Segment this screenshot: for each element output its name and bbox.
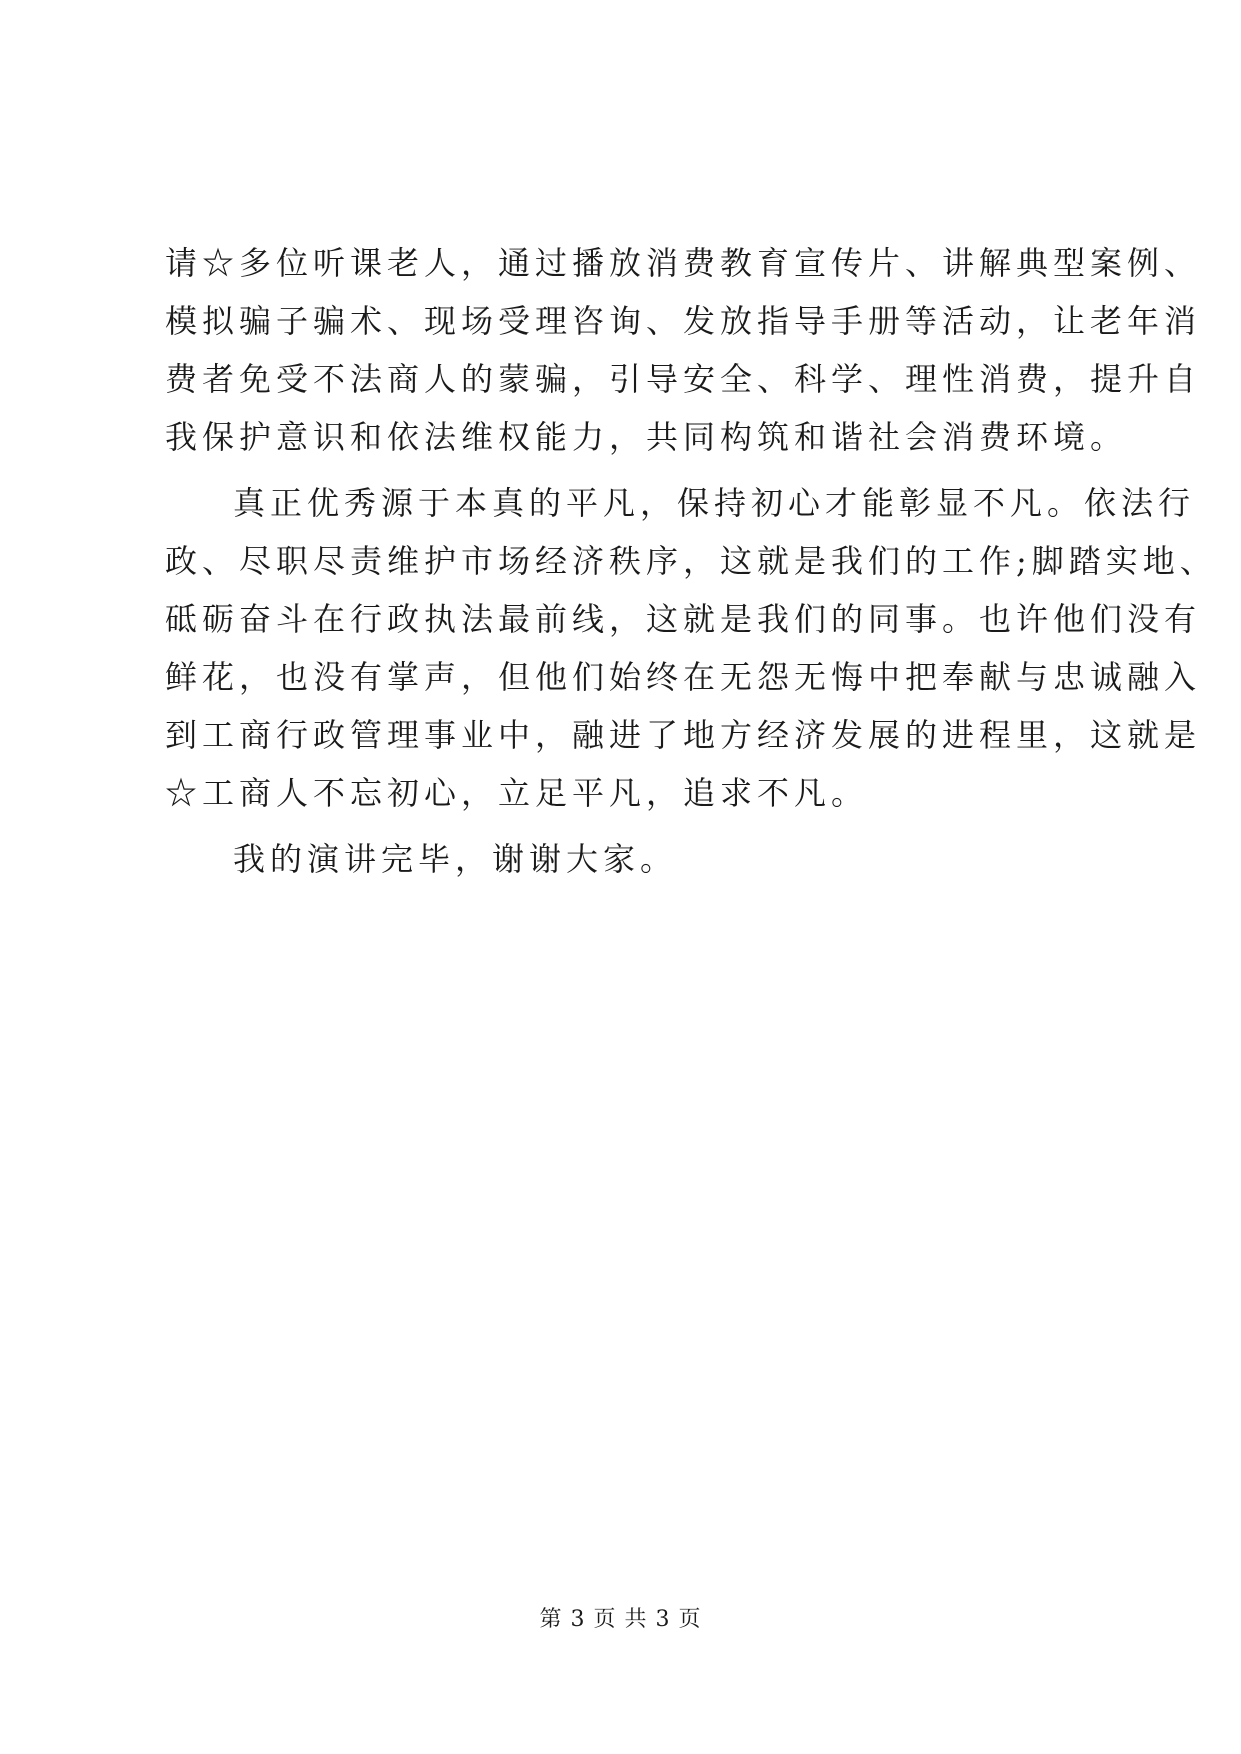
paragraph-line: 砥砺奋斗在行政执法最前线，这就是我们的同事。也许他们没有: [165, 600, 1202, 638]
paragraph-line: 鲜花，也没有掌声，但他们始终在无怨无悔中把奉献与忠诚融入: [165, 658, 1202, 696]
paragraph-line: ☆工商人不忘初心，立足平凡，追求不凡。: [165, 774, 869, 812]
paragraph-line: 真正优秀源于本真的平凡，保持初心才能彰显不凡。依法行: [233, 484, 1196, 522]
document-body: [165, 234, 1217, 888]
paragraph-line: 我保护意识和依法维权能力，共同构筑和谐社会消费环境。: [165, 418, 1128, 456]
paragraph-line: 费者免受不法商人的蒙骗，引导安全、科学、理性消费，提升自: [165, 360, 1202, 398]
page-number-footer: 第 3 页 共 3 页: [539, 1607, 702, 1632]
closing-line: 我的演讲完毕，谢谢大家。: [233, 840, 678, 878]
paragraph-line: 请☆多位听课老人，通过播放消费教育宣传片、讲解典型案例、: [165, 244, 1202, 282]
paragraph-line: 模拟骗子骗术、现场受理咨询、发放指导手册等活动，让老年消: [165, 302, 1202, 340]
paragraph-line: 政、尽职尽责维护市场经济秩序，这就是我们的工作;脚踏实地、: [165, 542, 1217, 580]
paragraph-line: 到工商行政管理事业中，融进了地方经济发展的进程里，这就是: [165, 716, 1202, 754]
